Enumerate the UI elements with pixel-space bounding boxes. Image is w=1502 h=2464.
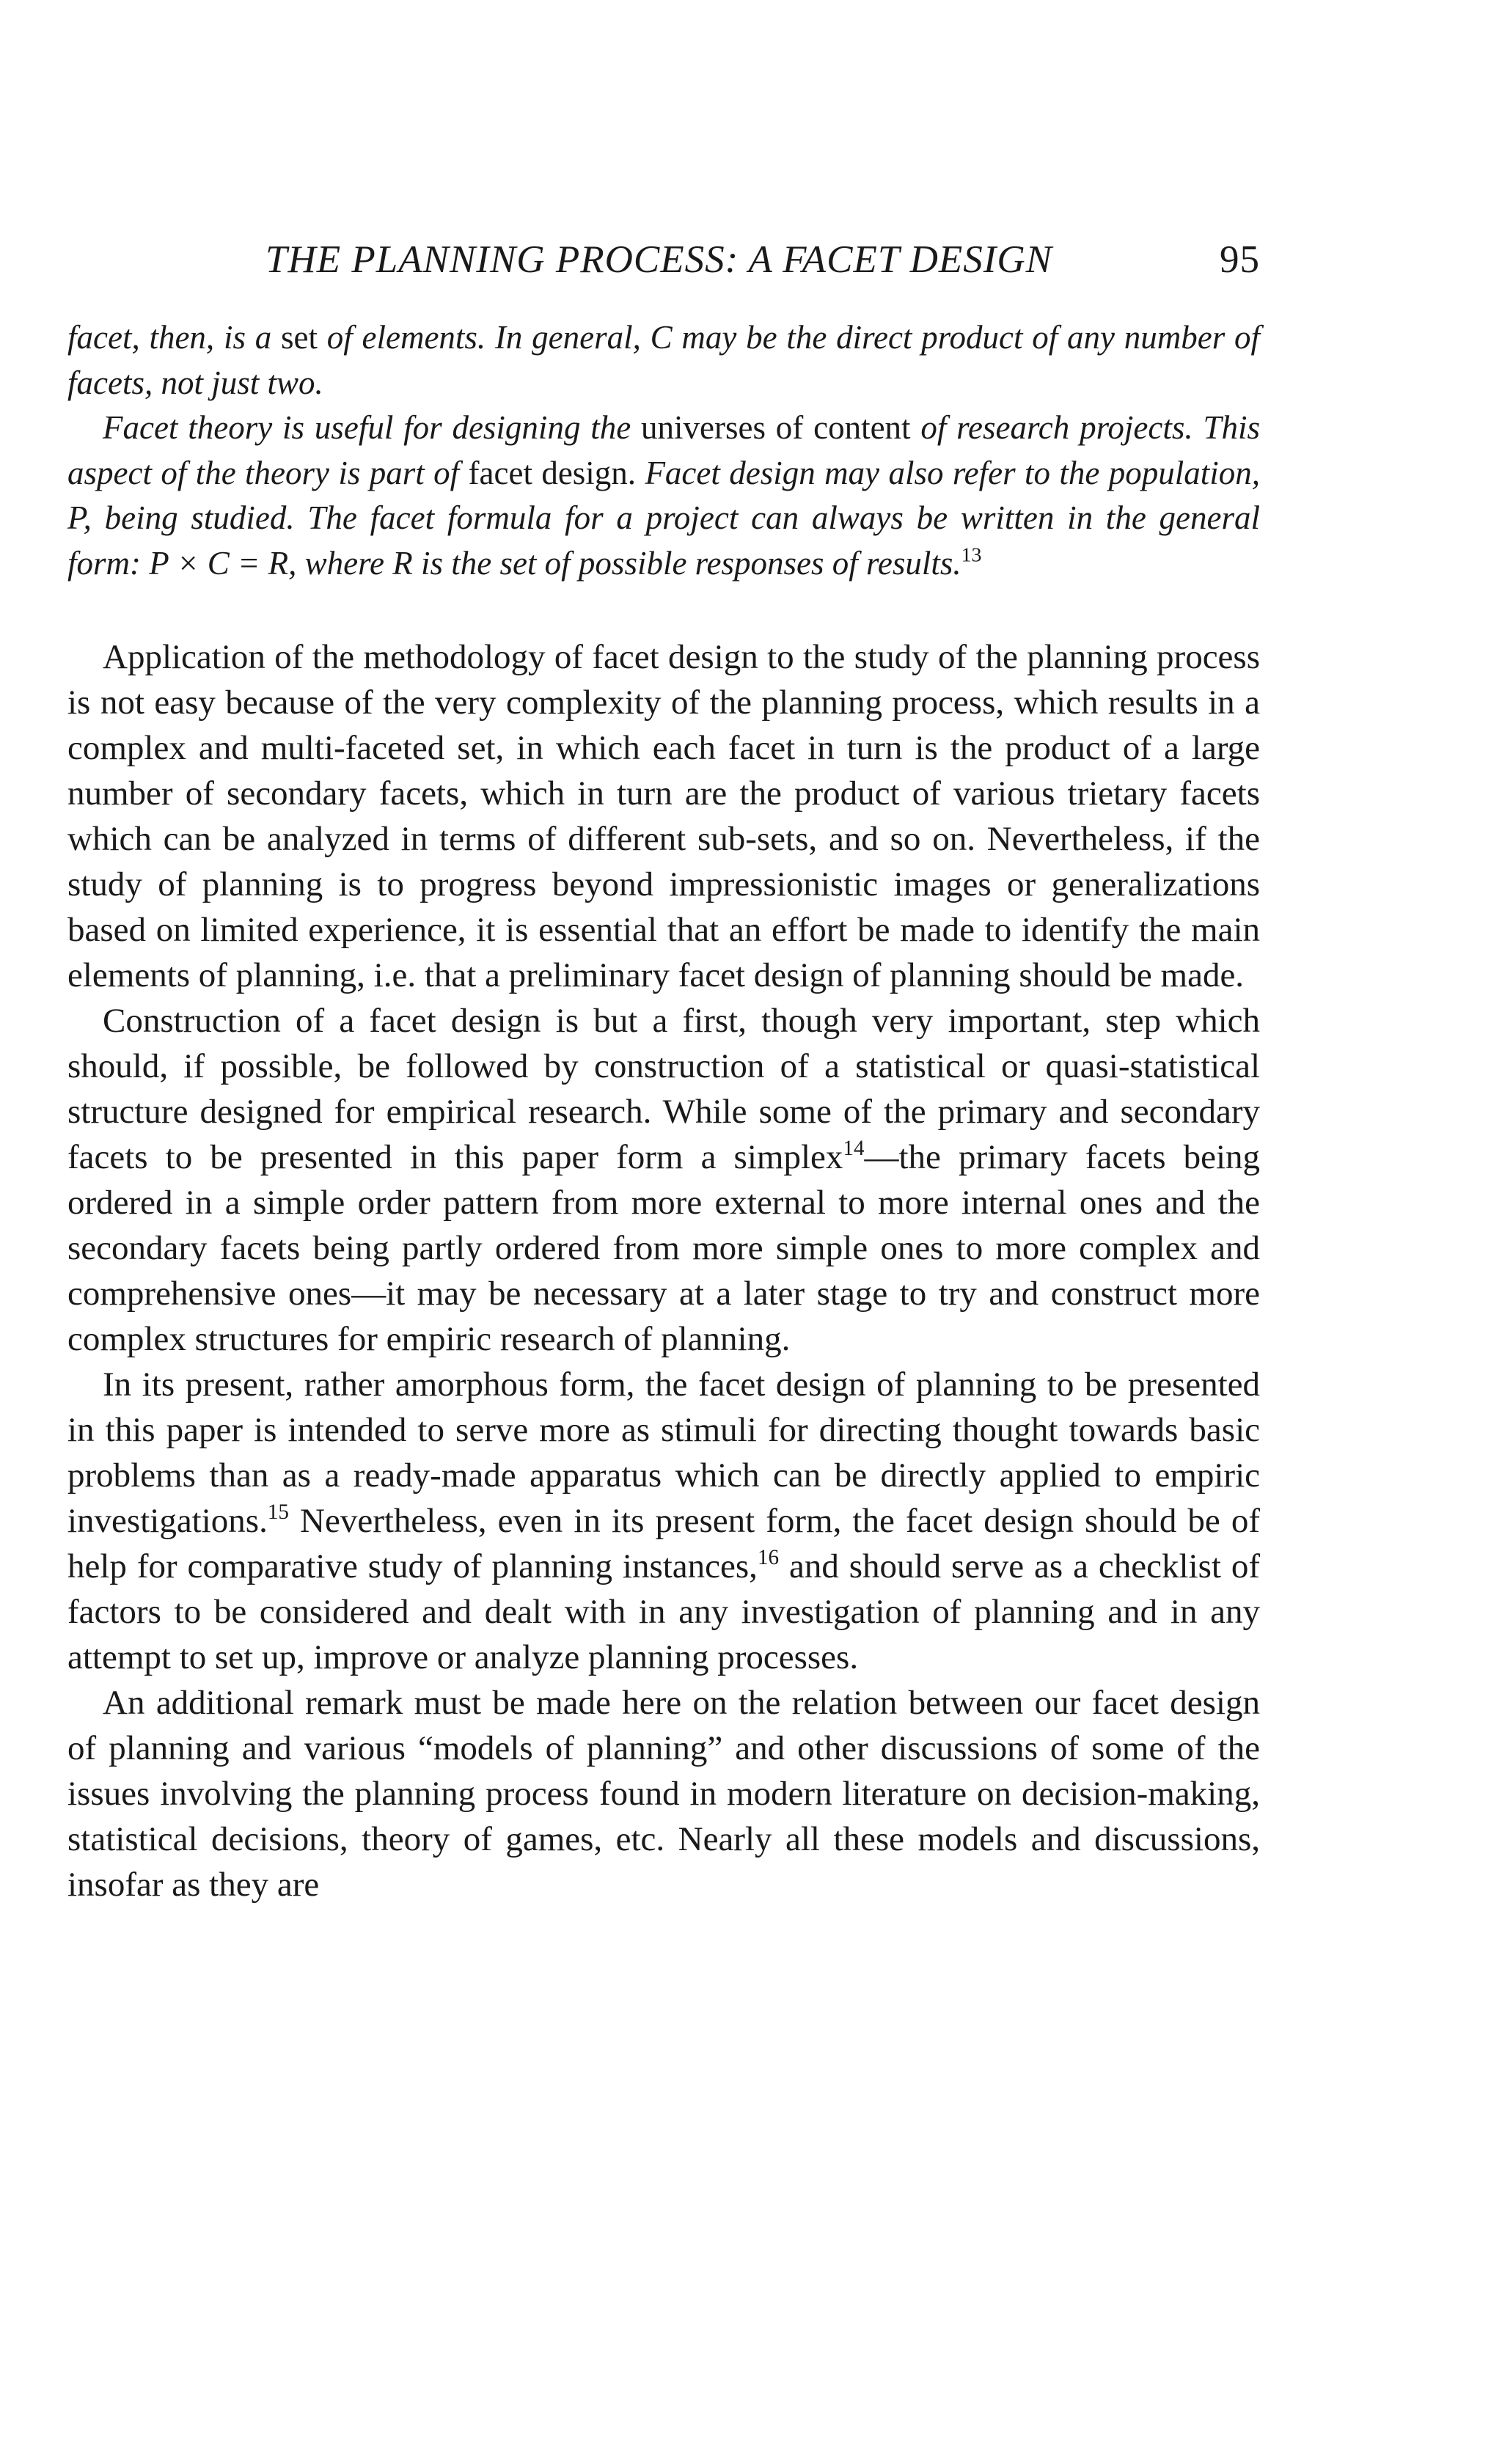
footnote-text: universes of content [631, 409, 921, 446]
body-paragraph-3 [67, 1362, 1260, 1680]
body-paragraph-1: Application of the methodology of facet design to the study of the planning process is not easy because of the very complexity of the planning process, which results in a complex and multi-faceted set, in which each facet in turn is the product of a large number of secondary facets, which in turn are the product of various trietary facets which can be analyzed in terms of different sub-sets, and so on. Nevertheless, if the study of planning is to progress beyond impressionistic images or generalizations based on limited experience, it is essential that an effort be made to identify the main elements of planning, i.e. that a preliminary facet design of planning should be made. [67, 638, 1260, 994]
body-text-run: and should serve as a checklist of factors to be considered and dealt with in any investigation of planning and in any attempt to set up, improve or analyze planning processes. [67, 1547, 1260, 1676]
body-text [67, 634, 1260, 1907]
footnote-ref: 16 [757, 1545, 780, 1569]
footnote-ref: 13 [961, 543, 982, 567]
body-text-run: Nevertheless, even in its present form, the facet design should be of help for comparative study of planning instances, [67, 1502, 1260, 1585]
page-number: 95 [1220, 238, 1260, 281]
body-text-run: Construction of a facet design is but a first, though very important, step which should, if possible, be followed by construction of a statistical or quasi-statistical structure designed for empirical research. While some of the primary and secondary facets to be presented in this paper form a simplex [67, 1002, 1260, 1176]
footnote-ref: 15 [267, 1500, 289, 1524]
running-head [67, 235, 1260, 301]
footnote-continuation [67, 315, 1260, 586]
body-text-run: In its present, rather amorphous form, the facet design of planning to be presented in this paper is intended to serve more as stimuli for directing thought towards basic problems than as a ready-made apparatus which can be directly applied to empiric investigations. [67, 1365, 1260, 1540]
footnote-text: set [271, 319, 327, 356]
footnote-text: facet, then, is a [67, 319, 272, 356]
running-head-title: THE PLANNING PROCESS: A FACET DESIGN [265, 238, 1053, 281]
body-text-run: —the primary facets being ordered in a simple order pattern from more external to more internal ones and the secondary facets being partly ordered from more simple ones to more complex and comprehensive ones—it may be necessary at a later stage to try and construct more complex structures for empiric research of planning. [67, 1138, 1260, 1358]
body-paragraph-2 [67, 998, 1260, 1362]
footnote-paragraph-2 [67, 406, 1260, 586]
book-page [67, 235, 1260, 1907]
body-paragraph-4: An additional remark must be made here on the relation between our facet design of planning and various “models of planning” and other discussions of some of the issues involving the planning process found in modern literature on decision-making, statistical decisions, theory of games, etc. Nearly all these models and discussions, insofar as they are [67, 1684, 1260, 1904]
footnote-text: of research projects. This aspect of the theory is part of [67, 409, 1260, 491]
footnote-text: Facet theory is useful for designing the [103, 409, 631, 446]
footnote-ref: 14 [843, 1136, 865, 1160]
footnote-text: of elements. In general, C may be the direct product of any number of facets, not just two. [67, 319, 1260, 401]
footnote-text: Facet design may also refer to the population, P, being studied. The facet formula for a project can always be written in the general form: P × C = R, where R is the set of possible responses of results. [67, 454, 1260, 582]
footnote-text: facet design. [459, 454, 645, 491]
footnote-paragraph-1 [67, 315, 1260, 406]
